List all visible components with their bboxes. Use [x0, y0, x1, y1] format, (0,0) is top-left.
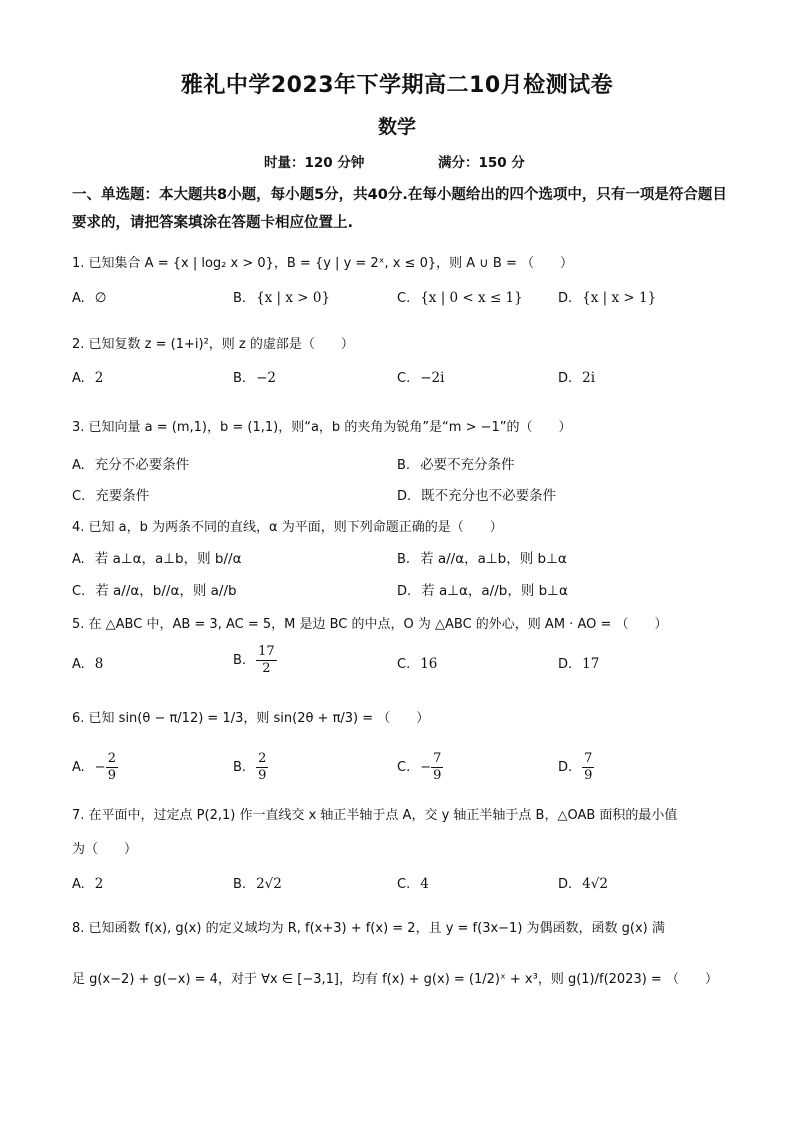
option-label: C.	[72, 584, 86, 599]
option-label: D.	[397, 584, 412, 599]
q1-option-b	[233, 290, 330, 306]
option-label: D.	[558, 760, 573, 775]
question-3-stem: 3. 已知向量 a = (m,1)，b = (1,1)，则“a，b 的夹角为锐角”是“m > −1”的（ ）	[72, 420, 572, 435]
option-value: 2	[94, 876, 104, 892]
q2-option-c	[397, 370, 444, 386]
fraction-denominator: 2	[262, 661, 271, 676]
option-value: 若 a//α，b//α，则 a//b	[95, 583, 237, 599]
option-label: A.	[72, 657, 85, 672]
option-label: B.	[233, 877, 247, 892]
option-value: −2	[256, 370, 276, 386]
q1-option-d	[558, 290, 656, 306]
section-heading: 一、单选题：本大题共8小题，每小题5分，共40分.在每小题给出的四个选项中，只有一项是符合题目要求的，请把答案填涂在答题卡相应位置上.	[72, 187, 727, 231]
option-value: ∅	[94, 290, 107, 306]
option-value: 充分不必要条件	[94, 457, 190, 473]
option-label: A.	[72, 371, 85, 386]
exam-score: 满分：150 分	[438, 155, 525, 171]
q2-option-d	[558, 370, 595, 386]
fraction	[582, 751, 594, 784]
option-value: 8	[94, 656, 104, 672]
q3-option-d	[397, 484, 556, 504]
q4-option-a	[72, 547, 241, 567]
question-1-stem: 1. 已知集合 A = {x | log₂ x > 0}，B = {y | y = 2ˣ, x ≤ 0}，则 A ∪ B = （ ）	[72, 256, 573, 271]
option-value: 若 a//α，a⊥b，则 b⊥α	[420, 551, 567, 567]
question-7-stem: 7. 在平面中，过定点 P(2,1) 作一直线交 x 轴正半轴于点 A，交 y 轴正半轴于点 B，△OAB 面积的最小值	[72, 808, 678, 823]
q5-option-d	[558, 656, 599, 672]
option-label: B.	[233, 291, 247, 306]
q4-option-b	[397, 547, 567, 567]
option-label: D.	[397, 489, 412, 504]
option-label: C.	[397, 760, 411, 775]
fraction-numerator: 2	[258, 751, 267, 766]
option-value: 4	[420, 876, 429, 892]
option-value: 必要不充分条件	[420, 457, 515, 473]
option-value: 2√2	[256, 876, 282, 892]
option-label: B.	[233, 760, 247, 775]
q3-option-a	[72, 453, 189, 473]
option-label: D.	[558, 877, 573, 892]
q1-option-a	[72, 290, 107, 306]
fraction	[106, 751, 118, 784]
q6-option-d	[558, 751, 594, 784]
option-value: 若 a⊥α，a⊥b，则 b//α	[94, 551, 242, 567]
option-label: B.	[397, 458, 411, 473]
q6-option-b	[233, 751, 268, 784]
question-5-stem: 5. 在 △ABC 中，AB = 3, AC = 5，M 是边 BC 的中点，O 为 △ABC 的外心，则 AM · AO = （ ）	[72, 617, 668, 632]
option-label: B.	[233, 371, 247, 386]
question-4-stem: 4. 已知 a，b 为两条不同的直线，α 为平面，则下列命题正确的是（ ）	[72, 520, 503, 535]
fraction	[256, 751, 268, 784]
fraction	[256, 644, 277, 677]
option-value: 17	[582, 656, 600, 672]
option-label: C.	[397, 877, 411, 892]
q2-option-b	[233, 370, 276, 386]
q5-option-a	[72, 656, 103, 672]
option-label: A.	[72, 760, 85, 775]
option-value: {x | 0 < x ≤ 1}	[420, 290, 523, 306]
exam-time: 时量：120 分钟	[264, 155, 365, 171]
q7-option-b	[233, 876, 282, 892]
q4-option-d	[397, 579, 568, 599]
q3-option-b	[397, 453, 515, 473]
option-label: D.	[558, 371, 573, 386]
question-8-stem: 8. 已知函数 f(x), g(x) 的定义域均为 R, f(x+3) + f(x) = 2，且 y = f(3x−1) 为偶函数，函数 g(x) 满	[72, 921, 665, 936]
option-value: {x | x > 1}	[582, 290, 657, 306]
fraction-denominator: 9	[584, 768, 593, 783]
option-value: 16	[420, 656, 438, 672]
option-label: B.	[397, 552, 411, 567]
q3-option-c	[72, 484, 149, 504]
q6-option-c	[397, 751, 443, 784]
question-6-stem: 6. 已知 sin(θ − π/12) = 1/3，则 sin(2θ + π/3) = （ ）	[72, 711, 430, 726]
option-value: 若 a⊥α，a//b，则 b⊥α	[421, 583, 568, 599]
exam-subject: 数学	[377, 116, 416, 138]
q7-option-d	[558, 876, 608, 892]
option-value: −2i	[420, 370, 445, 386]
q6-option-a	[72, 751, 118, 784]
option-label: D.	[558, 291, 573, 306]
q7-option-a	[72, 876, 103, 892]
fraction-denominator: 9	[107, 768, 116, 783]
option-label: C.	[397, 657, 411, 672]
option-sign: −	[94, 760, 106, 775]
option-label: C.	[397, 371, 411, 386]
exam-title: 雅礼中学2023年下学期高二10月检测试卷	[180, 73, 614, 98]
option-value: 既不充分也不必要条件	[421, 488, 557, 504]
fraction	[431, 751, 443, 784]
q7-option-c	[397, 876, 429, 892]
fraction-numerator: 7	[584, 751, 593, 766]
option-label: D.	[558, 657, 573, 672]
q2-option-a	[72, 370, 103, 386]
option-value: 充要条件	[95, 488, 150, 504]
fraction-denominator: 9	[258, 768, 267, 783]
option-label: A.	[72, 552, 85, 567]
option-label: C.	[397, 291, 411, 306]
question-7-stem-cont: 为（ ）	[72, 842, 138, 857]
question-2-stem: 2. 已知复数 z = (1+i)²，则 z 的虚部是（ ）	[72, 337, 354, 352]
option-label: A.	[72, 877, 85, 892]
fraction-numerator: 7	[433, 751, 442, 766]
q5-option-b	[233, 644, 277, 677]
option-value: {x | x > 0}	[256, 290, 331, 306]
option-label: C.	[72, 489, 86, 504]
option-value: 4√2	[582, 876, 608, 892]
option-value: 2i	[582, 370, 596, 386]
option-label: A.	[72, 458, 85, 473]
option-value: 2	[94, 370, 104, 386]
option-sign: −	[420, 760, 432, 775]
q5-option-c	[397, 656, 437, 672]
q4-option-c	[72, 579, 237, 599]
option-label: B.	[233, 653, 247, 668]
fraction-numerator: 17	[258, 644, 275, 659]
q1-option-c	[397, 290, 523, 306]
fraction-denominator: 9	[433, 768, 442, 783]
option-label: A.	[72, 291, 85, 306]
question-8-stem-cont: 足 g(x−2) + g(−x) = 4，对于 ∀x ∈ [−3,1]，均有 f(x) + g(x) = (1/2)ˣ + x³，则 g(1)/f(2023) = （ ）	[72, 972, 718, 987]
fraction-numerator: 2	[107, 751, 116, 766]
